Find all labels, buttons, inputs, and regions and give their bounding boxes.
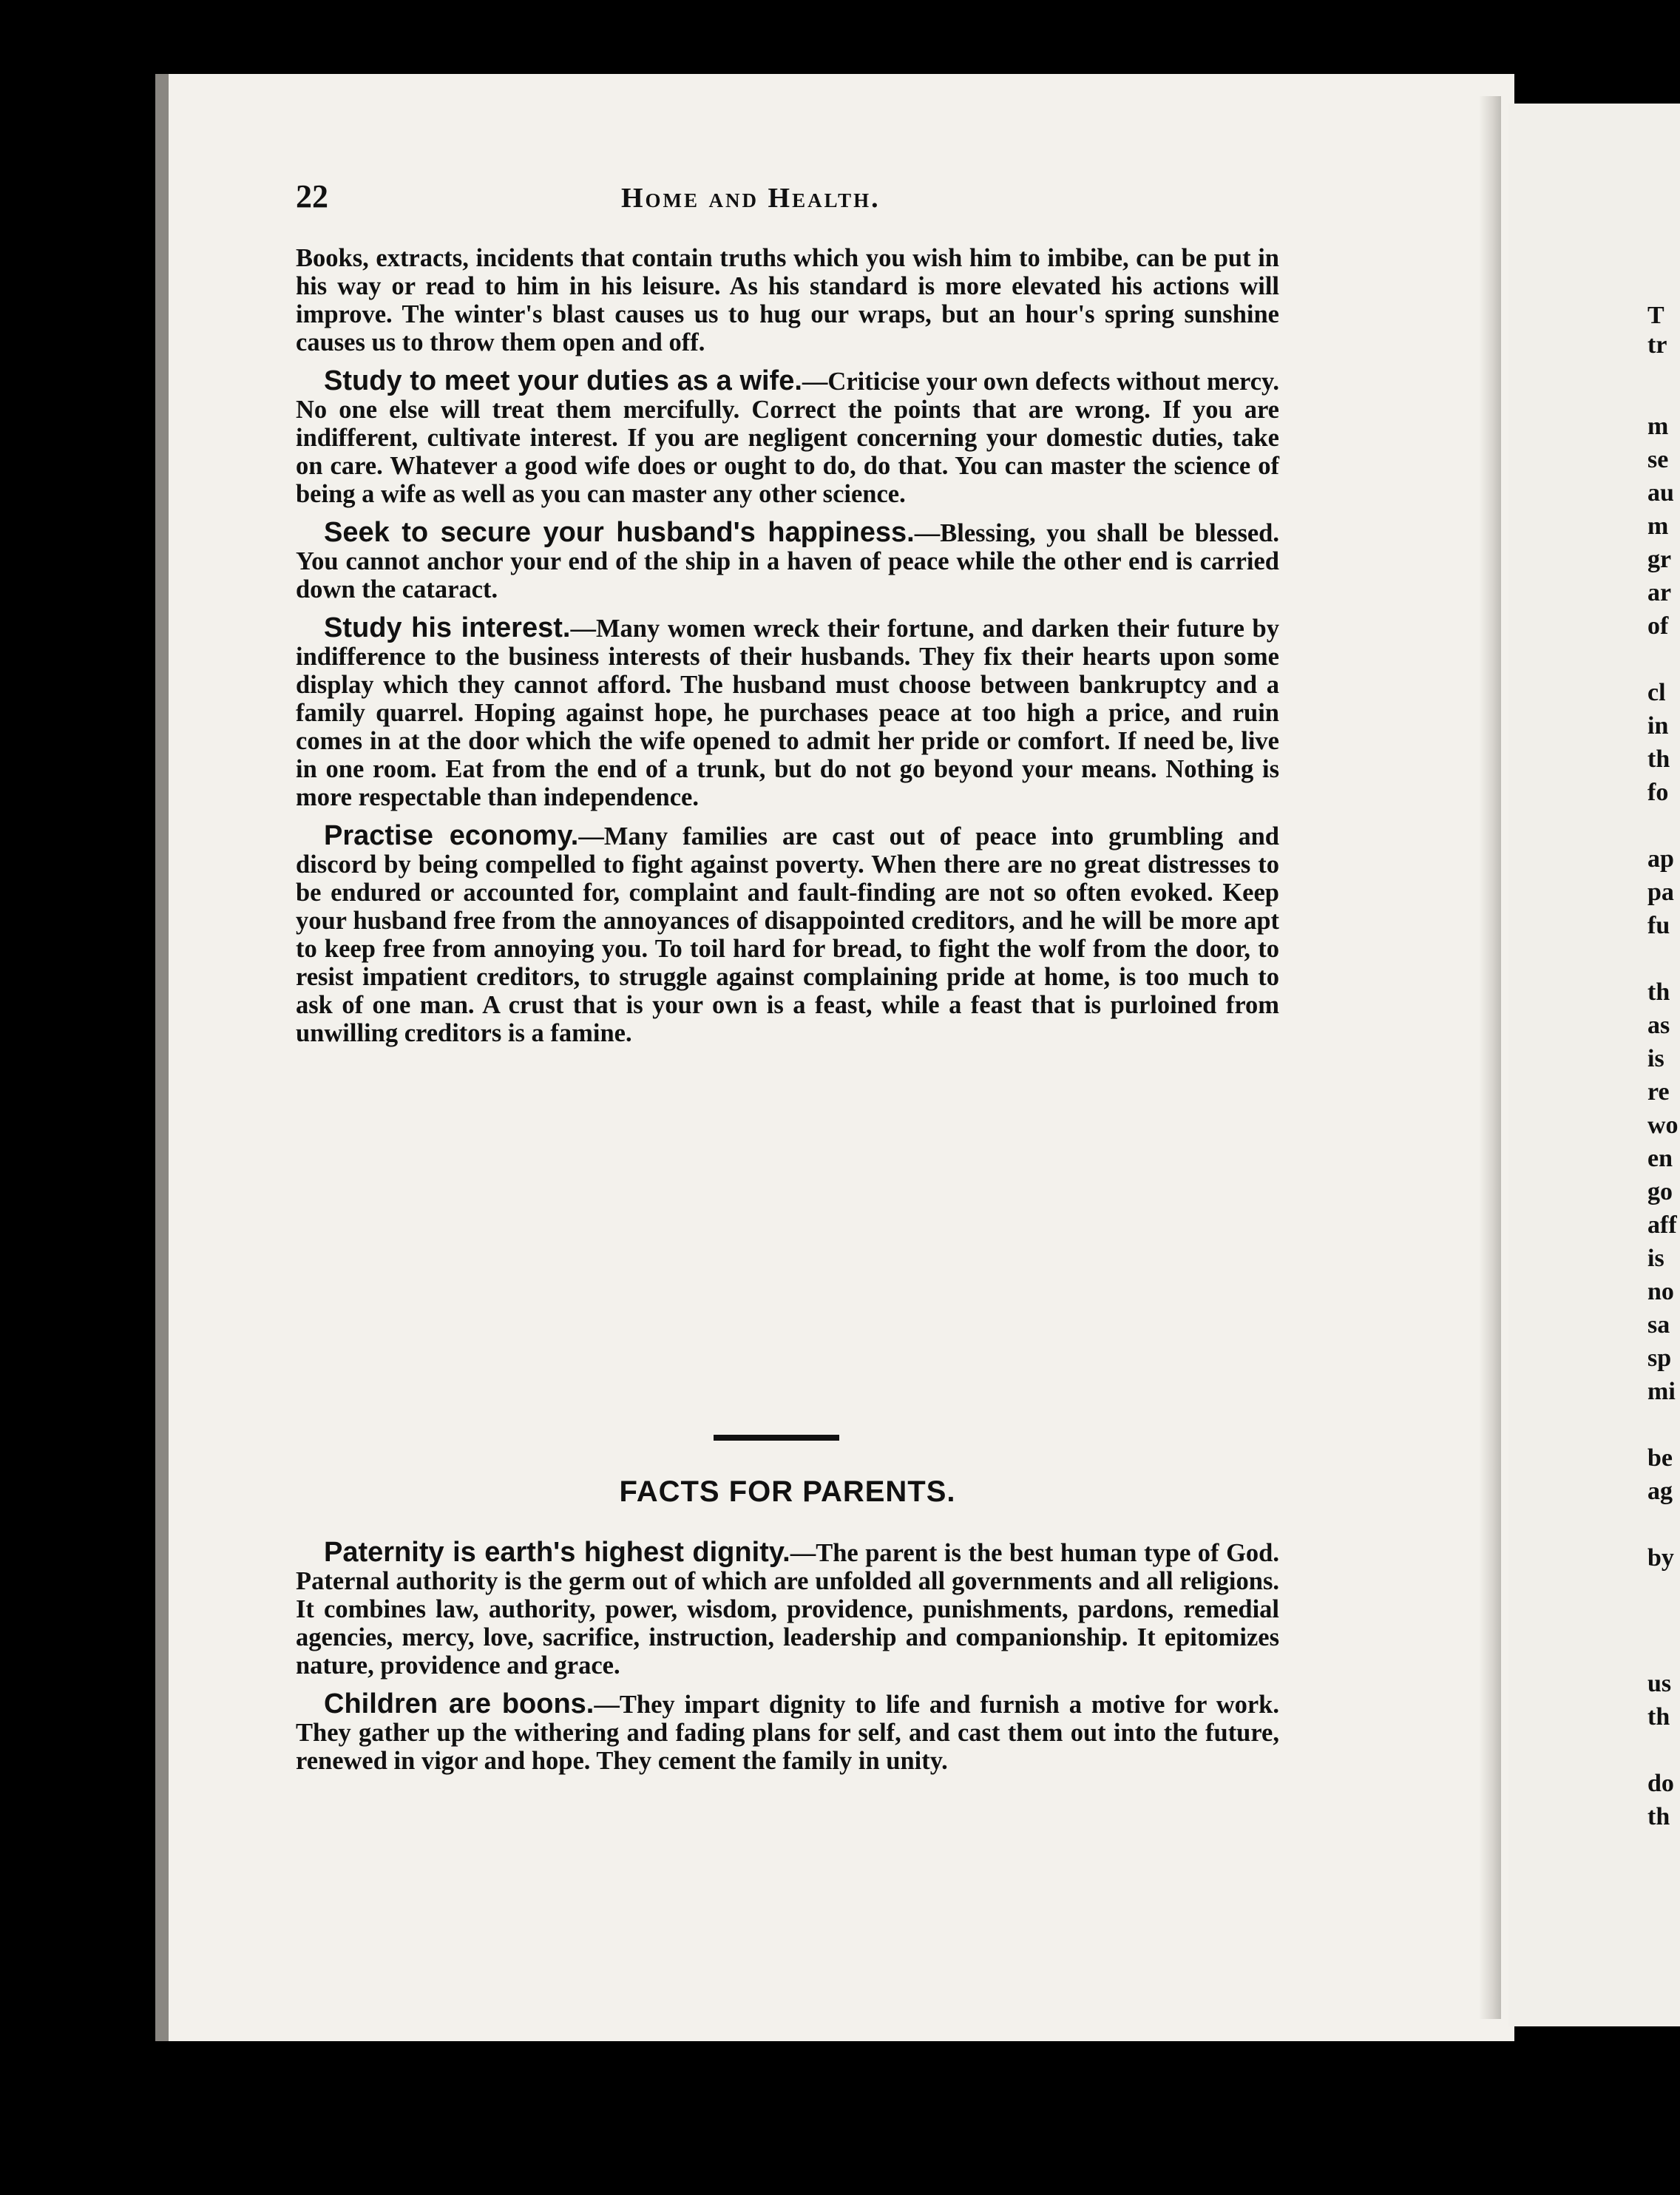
- paragraph: [296, 367, 1279, 508]
- paragraph-text: —Criticise your own defects without mercy. No one else will treat them mercifully. Correct the points that are wrong. If you are indifferent, cultivate interest. If you are negligent concerning your domestic duties, take on care. Whatever a good wife does or ought to do, do that. You can master the science of being a wife as well as you can master any other science.: [296, 368, 1279, 508]
- facing-page-fragment: no: [1647, 1278, 1674, 1305]
- section-divider: [714, 1435, 839, 1441]
- paragraph-lead: Children are boons.: [324, 1688, 595, 1719]
- facing-page-fragment: as: [1647, 1012, 1670, 1039]
- facing-page-fragment: go: [1647, 1178, 1673, 1205]
- facing-page-fragment: be: [1647, 1444, 1673, 1472]
- facing-page-fragment: tr: [1647, 331, 1667, 359]
- page-gutter: [1479, 96, 1501, 2019]
- facing-page-fragment: of: [1647, 612, 1669, 640]
- facing-page-fragment: en: [1647, 1145, 1673, 1172]
- facing-page-fragment: th: [1647, 978, 1670, 1006]
- facing-page-fragment: gr: [1647, 546, 1672, 573]
- facing-page-fragment: fo: [1647, 779, 1669, 806]
- facing-page-fragment: pa: [1647, 879, 1674, 906]
- paragraph: [296, 614, 1279, 811]
- paragraph-lead: Seek to secure your husband's happiness.: [324, 517, 915, 548]
- body-text-top: [296, 244, 1279, 1058]
- page-number: 22: [296, 178, 328, 214]
- paragraph-lead: Practise economy.: [324, 820, 579, 851]
- paragraph-text: —Many families are cast out of peace into grumbling and discord by being compelled to fight against poverty. When there are no great distresses to be endured or accounted for, complaint and fault-finding are not so often evoked. Keep your husband free from the annoyances of disappointed creditors, and he will be more apt to keep free from annoying you. To toil hard for bread, to fight the wolf from the door, to resist impatient creditors, to struggle against complaining pride at home, is too much to ask of one man. A crust that is your own is a feast, while a feast that is purloined from unwilling creditors is a famine.: [296, 822, 1279, 1047]
- facing-page-fragment: wo: [1647, 1112, 1679, 1139]
- paragraph-lead: Study to meet your duties as a wife.: [324, 365, 802, 396]
- facing-page-fragment: th: [1647, 745, 1670, 773]
- body-text-bottom: [296, 1538, 1279, 1785]
- paragraph: [296, 1538, 1279, 1680]
- paragraph-text: —Blessing, you shall be blessed. You cannot anchor your end of the ship in a haven of peace while the other end is carried down the cataract.: [296, 519, 1279, 603]
- facing-page-fragment: is: [1647, 1045, 1664, 1072]
- paragraph-text: —They impart dignity to life and furnish a motive for work. They gather up the withering and fading plans for self, and cast them out into the future, renewed in vigor and hope. They cement the family in unity.: [296, 1691, 1279, 1775]
- facing-page-fragment: ar: [1647, 579, 1672, 606]
- facing-page-fragment: sp: [1647, 1345, 1672, 1372]
- facing-page-fragment: re: [1647, 1078, 1670, 1106]
- facing-page-fragment: sa: [1647, 1311, 1670, 1339]
- paragraph-text: —The parent is the best human type of God. Paternal authority is the germ out of which are unfolded all governments and all religions. It combines law, authority, power, wisdom, providence, punishments, pardons, remedial agencies, mercy, love, sacrifice, instruction, leadership and companionship. It epitomizes nature, providence and grace.: [296, 1539, 1279, 1680]
- facing-page-fragment: ag: [1647, 1478, 1673, 1505]
- facing-page-fragment: is: [1647, 1245, 1664, 1272]
- facing-page-fragment: do: [1647, 1770, 1674, 1797]
- paragraph: [296, 1690, 1279, 1775]
- paragraph-text: —Many women wreck their fortune, and darken their future by indifference to the business interests of their husbands. They fix their hearts upon some display which they cannot afford. The husband must choose between bankruptcy and a family quarrel. Hoping against hope, he purchases peace at too high a price, and ruin comes in at the door which the wife opened to admit her pride or comfort. If need be, live in one room. Eat from the end of a trunk, but do not go beyond your means. Nothing is more respectable than independence.: [296, 615, 1279, 811]
- paragraph: [296, 244, 1279, 356]
- facing-page-fragment: m: [1647, 413, 1669, 440]
- facing-page-fragment: in: [1647, 712, 1669, 740]
- paragraph-lead: Study his interest.: [324, 612, 571, 643]
- paragraph: [296, 822, 1279, 1047]
- facing-page-fragment: th: [1647, 1703, 1670, 1731]
- facing-page-fragment: us: [1647, 1670, 1672, 1697]
- paragraph-lead: Paternity is earth's highest dignity.: [324, 1537, 790, 1568]
- facing-page-fragment: ap: [1647, 845, 1674, 873]
- paragraph: [296, 518, 1279, 603]
- facing-page-fragment: aff: [1647, 1211, 1677, 1239]
- facing-page-fragment: th: [1647, 1803, 1670, 1830]
- paragraph-text: Books, extracts, incidents that contain truths which you wish him to imbibe, can be put in his way or read to him in his leisure. As his standard is more elevated his actions will improve. The winter's blast causes us to hug our wraps, but an hour's spring sunshine causes us to throw them open and off.: [296, 244, 1279, 356]
- facing-page-fragment: se: [1647, 446, 1669, 473]
- facing-page-fragment: m: [1647, 513, 1669, 540]
- facing-page-fragment: cl: [1647, 679, 1666, 706]
- page-header: [296, 177, 1405, 229]
- facing-page-fragment: by: [1647, 1544, 1674, 1572]
- facing-page-fragment: fu: [1647, 912, 1670, 939]
- facing-page-fragment: T: [1647, 302, 1664, 329]
- facing-page-fragment: mi: [1647, 1378, 1676, 1405]
- facing-page-fragment: au: [1647, 479, 1674, 507]
- section-title: FACTS FOR PARENTS.: [619, 1475, 956, 1508]
- running-title: Home and Health.: [621, 183, 881, 214]
